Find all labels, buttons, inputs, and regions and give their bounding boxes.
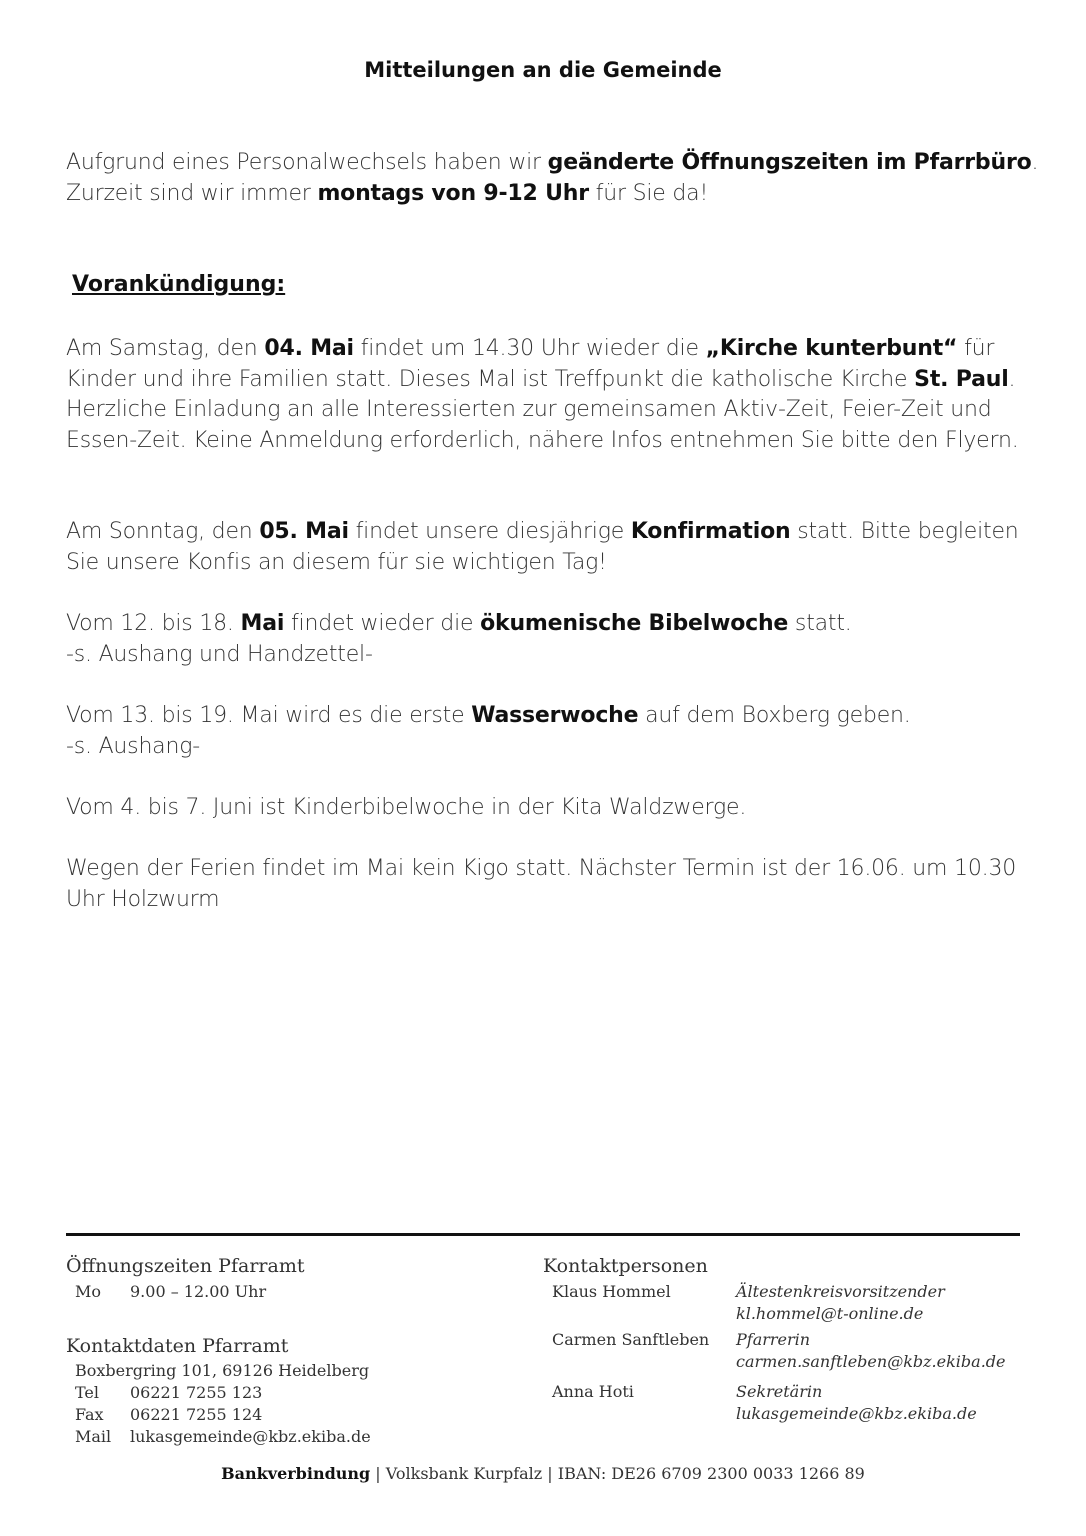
intro-text-3: für Sie da! <box>588 180 709 206</box>
intro-paragraph <box>66 148 1046 209</box>
intro-text-2: . Zurzeit sind wir immer <box>66 150 1039 206</box>
a1-text-3: für Kinder und ihre Familien statt. Dieses Mal ist Treffpunkt die katholische Kirche <box>66 336 995 392</box>
person-name: Carmen Sanftleben <box>552 1330 710 1349</box>
tel-value: 06221 7255 123 <box>130 1383 263 1402</box>
a3-text-1: Vom 12. bis 18. <box>66 611 241 636</box>
announcement-kirche-kunterbunt <box>66 334 1046 456</box>
a1-text-2: findet um 14.30 Uhr wieder die <box>353 336 706 361</box>
person-email: kl.hommel@t-online.de <box>736 1304 924 1323</box>
persons-heading: Kontaktpersonen <box>543 1255 708 1277</box>
hours-day: Mo <box>75 1282 102 1301</box>
bank-separator: | <box>370 1464 386 1483</box>
mail-label: Mail <box>75 1427 112 1446</box>
footer-divider <box>66 1233 1020 1236</box>
intro-text-1: Aufgrund eines Personalwechsels haben wir <box>66 150 548 175</box>
a3-text-2: findet wieder die <box>284 611 481 636</box>
a4-note: -s. Aushang- <box>66 733 200 759</box>
a3-text-3: statt. <box>788 611 852 636</box>
a3-bold-1: Mai <box>240 611 285 636</box>
a1-bold-1: 04. Mai <box>264 336 354 361</box>
a1-bold-2: „Kirche kunterbunt“ <box>705 336 958 361</box>
hours-heading: Öffnungszeiten Pfarramt <box>66 1255 305 1277</box>
tel-label: Tel <box>75 1383 100 1402</box>
intro-bold-1: geänderte Öffnungszeiten im Pfarrbüro <box>547 150 1032 175</box>
a1-text-4: . Herzliche Einladung an alle Interessierten zur gemeinsamen Aktiv-Zeit, Feier-Zeit und Essen-Zeit. Keine Anmeldung erforderlich, nähere Infos entnehmen Sie bitte den Flyern. <box>66 366 1019 453</box>
fax-label: Fax <box>75 1405 104 1424</box>
person-role: Ältestenkreisvorsitzender <box>736 1282 945 1301</box>
person-role: Sekretärin <box>736 1382 823 1401</box>
bank-details <box>0 1464 1086 1483</box>
person-name: Anna Hoti <box>552 1382 634 1401</box>
section-heading: Vorankündigung: <box>72 272 286 297</box>
a4-bold-1: Wasserwoche <box>471 703 639 728</box>
a2-text-2: findet unsere diesjährige <box>348 519 631 544</box>
a1-text-1: Am Samstag, den <box>66 336 265 361</box>
announcement-kigo: Wegen der Ferien findet im Mai kein Kigo statt. Nächster Termin ist der 16.06. um 10.30 Uhr Holzwurm <box>66 856 1017 912</box>
page-title: Mitteilungen an die Gemeinde <box>364 58 722 82</box>
person-email: lukasgemeinde@kbz.ekiba.de <box>736 1404 977 1423</box>
mail-value: lukasgemeinde@kbz.ekiba.de <box>130 1427 371 1446</box>
person-role: Pfarrerin <box>736 1330 811 1349</box>
a3-bold-2: ökumenische Bibelwoche <box>480 611 789 636</box>
announcement-kinderbibelwoche: Vom 4. bis 7. Juni ist Kinderbibelwoche in der Kita Waldzwerge. <box>66 795 747 820</box>
bank-text: Volksbank Kurpfalz | IBAN: DE26 6709 2300 0033 1266 89 <box>385 1464 865 1483</box>
a2-bold-1: 05. Mai <box>259 519 349 544</box>
a4-text-2: auf dem Boxberg geben. <box>638 703 911 728</box>
bank-label: Bankverbindung <box>221 1464 371 1483</box>
announcement-bibelwoche <box>66 609 1046 670</box>
a1-bold-3: St. Paul <box>914 366 1009 392</box>
person-name: Klaus Hommel <box>552 1282 671 1301</box>
a2-text-1: Am Sonntag, den <box>66 519 260 544</box>
address: Boxbergring 101, 69126 Heidelberg <box>75 1361 370 1380</box>
a4-text-1: Vom 13. bis 19. Mai wird es die erste <box>66 703 472 728</box>
announcement-konfirmation <box>66 517 1046 578</box>
a2-text-3: statt. Bitte begleiten Sie unsere Konfis an diesem für sie wichtigen Tag! <box>66 519 1019 575</box>
hours-time: 9.00 – 12.00 Uhr <box>130 1282 267 1301</box>
contact-heading: Kontaktdaten Pfarramt <box>66 1335 289 1357</box>
person-email: carmen.sanftleben@kbz.ekiba.de <box>736 1352 1006 1371</box>
announcement-wasserwoche <box>66 701 1046 762</box>
intro-bold-2: montags von 9-12 Uhr <box>317 180 589 206</box>
a3-note: -s. Aushang und Handzettel- <box>66 641 373 667</box>
a2-bold-2: Konfirmation <box>630 519 791 544</box>
fax-value: 06221 7255 124 <box>130 1405 263 1424</box>
